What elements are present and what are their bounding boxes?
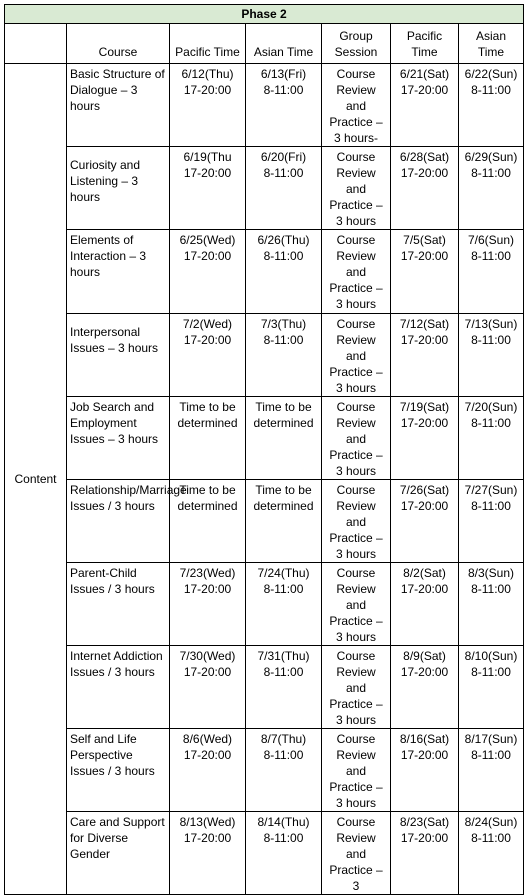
- header-empty: [5, 24, 67, 64]
- asian-time-cell: [246, 397, 322, 480]
- group-pacific-time-cell: [391, 64, 459, 147]
- table-row: [5, 729, 524, 812]
- pacific-time-cell-line: 6/12(Thu): [181, 67, 234, 81]
- group-asian-time-cell-line: 8-11:00: [471, 831, 511, 845]
- pacific-time-cell-line: determined: [177, 416, 238, 430]
- group-pacific-time-cell-line: 17-20:00: [400, 83, 449, 97]
- pacific-time-cell: [170, 812, 246, 895]
- header-group-asian-time: Asian Time: [459, 24, 524, 64]
- pacific-time-cell-line: 7/23(Wed): [179, 566, 236, 580]
- group-pacific-time-cell-line: 6/21(Sat): [399, 67, 450, 81]
- group-pacific-time-cell: [391, 812, 459, 895]
- table-row: [5, 314, 524, 397]
- group-asian-time-cell-line: 7/20(Sun): [464, 400, 518, 414]
- pacific-time-cell: [170, 314, 246, 397]
- asian-time-cell-line: 8-11:00: [263, 333, 304, 347]
- group-session-cell: Course Review and Practice – 3 hours: [322, 729, 391, 812]
- pacific-time-cell: [170, 397, 246, 480]
- group-session-cell: Course Review and Practice – 3 hours: [322, 646, 391, 729]
- asian-time-cell-line: 6/20(Fri): [260, 150, 307, 164]
- group-session-cell: Course Review and Practice – 3 hours: [322, 314, 391, 397]
- group-pacific-time-cell-line: 7/19(Sat): [399, 400, 450, 414]
- asian-time-cell-line: 6/13(Fri): [260, 67, 307, 81]
- header-row: [5, 24, 524, 64]
- asian-time-cell-line: 7/24(Thu): [257, 566, 310, 580]
- group-pacific-time-cell: [391, 563, 459, 646]
- asian-time-cell-line: 7/31(Thu): [257, 649, 310, 663]
- pacific-time-cell-line: 6/25(Wed): [179, 233, 236, 247]
- pacific-time-cell-line: 17-20:00: [183, 831, 232, 845]
- group-asian-time-cell-line: 8-11:00: [471, 83, 511, 97]
- asian-time-cell-line: 8-11:00: [263, 166, 304, 180]
- group-asian-time-cell-line: 8-11:00: [471, 582, 511, 596]
- course-name: Internet Addiction Issues / 3 hours: [67, 646, 170, 729]
- group-pacific-time-cell-line: 17-20:00: [400, 416, 449, 430]
- group-pacific-time-cell-line: 7/5(Sat): [403, 233, 446, 247]
- header-group-pacific-time: Pacific Time: [391, 24, 459, 64]
- pacific-time-cell-line: 7/30(Wed): [179, 649, 236, 663]
- pacific-time-cell-line: 6/19(Thu: [183, 150, 232, 164]
- header-pacific-time: Pacific Time: [170, 24, 246, 64]
- group-asian-time-cell-line: 6/22(Sun): [464, 67, 518, 81]
- group-pacific-time-cell-line: 8/23(Sat): [399, 815, 450, 829]
- schedule-table: [4, 4, 524, 895]
- pacific-time-cell: [170, 64, 246, 147]
- group-asian-time-cell: [459, 147, 524, 230]
- group-pacific-time-cell-line: 7/12(Sat): [399, 317, 450, 331]
- asian-time-cell: [246, 64, 322, 147]
- pacific-time-cell-line: 17-20:00: [183, 333, 232, 347]
- course-name: Care and Support for Diverse Gender: [67, 812, 170, 895]
- pacific-time-cell: [170, 147, 246, 230]
- course-name: Self and Life Perspective Issues / 3 hours: [67, 729, 170, 812]
- asian-time-cell: [246, 147, 322, 230]
- group-session-cell: Course Review and Practice – 3 hours: [322, 147, 391, 230]
- course-name: Interpersonal Issues – 3 hours: [67, 314, 170, 397]
- asian-time-cell-line: 7/3(Thu): [260, 317, 307, 331]
- group-asian-time-cell: [459, 314, 524, 397]
- pacific-time-cell-line: Time to be: [179, 400, 236, 414]
- group-pacific-time-cell-line: 8/2(Sat): [403, 566, 446, 580]
- group-asian-time-cell-line: 8-11:00: [471, 499, 511, 513]
- group-pacific-time-cell: [391, 480, 459, 563]
- header-course: Course: [67, 24, 170, 64]
- pacific-time-cell-line: determined: [177, 499, 238, 513]
- asian-time-cell: [246, 230, 322, 314]
- content-label: Content: [5, 64, 67, 895]
- asian-time-cell-line: 8/14(Thu): [257, 815, 310, 829]
- asian-time-cell-line: Time to be: [255, 483, 312, 497]
- asian-time-cell: [246, 812, 322, 895]
- group-session-cell: Course Review and Practice – 3 hours: [322, 563, 391, 646]
- group-pacific-time-cell: [391, 397, 459, 480]
- group-asian-time-cell-line: 6/29(Sun): [464, 150, 518, 164]
- group-session-cell: Course Review and Practice – 3 hours: [322, 397, 391, 480]
- group-pacific-time-cell: [391, 147, 459, 230]
- group-asian-time-cell-line: 8-11:00: [471, 665, 511, 679]
- asian-time-cell: [246, 563, 322, 646]
- group-asian-time-cell-line: 8/10(Sun): [464, 649, 518, 663]
- asian-time-cell-line: 8-11:00: [263, 249, 304, 263]
- group-pacific-time-cell: [391, 646, 459, 729]
- course-name: Relationship/Marriage Issues / 3 hours: [67, 480, 170, 563]
- group-asian-time-cell-line: 7/13(Sun): [464, 317, 518, 331]
- asian-time-cell-line: 8-11:00: [263, 665, 304, 679]
- course-name: Parent-Child Issues / 3 hours: [67, 563, 170, 646]
- group-session-cell: Course Review and Practice – 3 hours: [322, 230, 391, 314]
- course-name: Basic Structure of Dialogue – 3 hours: [67, 64, 170, 147]
- pacific-time-cell-line: 7/2(Wed): [182, 317, 233, 331]
- table-row: [5, 812, 524, 895]
- phase-title: Phase 2: [5, 5, 524, 24]
- pacific-time-cell: [170, 563, 246, 646]
- asian-time-cell-line: determined: [253, 499, 314, 513]
- pacific-time-cell-line: 17-20:00: [183, 665, 232, 679]
- table-row: [5, 480, 524, 563]
- asian-time-cell-line: 8-11:00: [263, 748, 304, 762]
- group-asian-time-cell-line: 8/3(Sun): [467, 566, 515, 580]
- group-pacific-time-cell-line: 7/26(Sat): [399, 483, 450, 497]
- course-name: Job Search and Employment Issues – 3 hours: [67, 397, 170, 480]
- course-name: Curiosity and Listening – 3 hours: [67, 147, 170, 230]
- group-pacific-time-cell: [391, 230, 459, 314]
- group-session-cell: Course Review and Practice – 3: [322, 812, 391, 895]
- asian-time-cell-line: determined: [253, 416, 314, 430]
- table-row: [5, 230, 524, 314]
- group-asian-time-cell-line: 8-11:00: [471, 416, 511, 430]
- group-asian-time-cell: [459, 812, 524, 895]
- pacific-time-cell: [170, 480, 246, 563]
- group-asian-time-cell-line: 7/6(Sun): [467, 233, 515, 247]
- group-pacific-time-cell-line: 17-20:00: [400, 831, 449, 845]
- pacific-time-cell-line: 8/6(Wed): [182, 732, 233, 746]
- asian-time-cell-line: 8-11:00: [263, 831, 304, 845]
- pacific-time-cell-line: 17-20:00: [183, 748, 232, 762]
- asian-time-cell: [246, 729, 322, 812]
- asian-time-cell: [246, 314, 322, 397]
- pacific-time-cell-line: 17-20:00: [183, 582, 232, 596]
- asian-time-cell: [246, 480, 322, 563]
- group-asian-time-cell: [459, 230, 524, 314]
- course-name: Elements of Interaction – 3 hours: [67, 230, 170, 314]
- group-pacific-time-cell-line: 17-20:00: [400, 499, 449, 513]
- group-asian-time-cell-line: 8-11:00: [471, 333, 511, 347]
- pacific-time-cell-line: Time to be: [179, 483, 236, 497]
- group-asian-time-cell-line: 8-11:00: [471, 166, 511, 180]
- pacific-time-cell: [170, 646, 246, 729]
- group-asian-time-cell-line: 8-11:00: [471, 249, 511, 263]
- group-asian-time-cell: [459, 563, 524, 646]
- group-asian-time-cell: [459, 480, 524, 563]
- pacific-time-cell: [170, 729, 246, 812]
- group-pacific-time-cell: [391, 729, 459, 812]
- group-pacific-time-cell-line: 8/16(Sat): [399, 732, 450, 746]
- asian-time-cell-line: 6/26(Thu): [257, 233, 310, 247]
- group-session-cell: Course Review and Practice – 3 hours: [322, 480, 391, 563]
- table-row: [5, 147, 524, 230]
- group-asian-time-cell: [459, 729, 524, 812]
- asian-time-cell-line: Time to be: [255, 400, 312, 414]
- group-pacific-time-cell-line: 17-20:00: [400, 582, 449, 596]
- group-pacific-time-cell-line: 17-20:00: [400, 748, 449, 762]
- group-pacific-time-cell-line: 17-20:00: [400, 249, 449, 263]
- pacific-time-cell-line: 17-20:00: [183, 166, 232, 180]
- group-pacific-time-cell-line: 6/28(Sat): [399, 150, 450, 164]
- group-pacific-time-cell-line: 8/9(Sat): [403, 649, 446, 663]
- group-asian-time-cell: [459, 397, 524, 480]
- pacific-time-cell-line: 17-20:00: [183, 249, 232, 263]
- header-group-session: Group Session: [322, 24, 391, 64]
- asian-time-cell-line: 8-11:00: [263, 582, 304, 596]
- pacific-time-cell-line: 8/13(Wed): [179, 815, 236, 829]
- asian-time-cell-line: 8-11:00: [263, 83, 304, 97]
- group-pacific-time-cell-line: 17-20:00: [400, 665, 449, 679]
- group-pacific-time-cell-line: 17-20:00: [400, 333, 449, 347]
- header-asian-time: Asian Time: [246, 24, 322, 64]
- table-row: [5, 646, 524, 729]
- pacific-time-cell-line: 17-20:00: [183, 83, 232, 97]
- asian-time-cell-line: 8/7(Thu): [260, 732, 307, 746]
- group-pacific-time-cell: [391, 314, 459, 397]
- group-asian-time-cell-line: 8/24(Sun): [464, 815, 518, 829]
- group-asian-time-cell-line: 7/27(Sun): [464, 483, 518, 497]
- table-row: [5, 64, 524, 147]
- table-row: [5, 563, 524, 646]
- table-row: [5, 397, 524, 480]
- asian-time-cell: [246, 646, 322, 729]
- group-asian-time-cell-line: 8-11:00: [471, 748, 511, 762]
- group-asian-time-cell-line: 8/17(Sun): [464, 732, 518, 746]
- group-asian-time-cell: [459, 64, 524, 147]
- group-asian-time-cell: [459, 646, 524, 729]
- pacific-time-cell: [170, 230, 246, 314]
- group-pacific-time-cell-line: 17-20:00: [400, 166, 449, 180]
- group-session-cell: Course Review and Practice – 3 hours-: [322, 64, 391, 147]
